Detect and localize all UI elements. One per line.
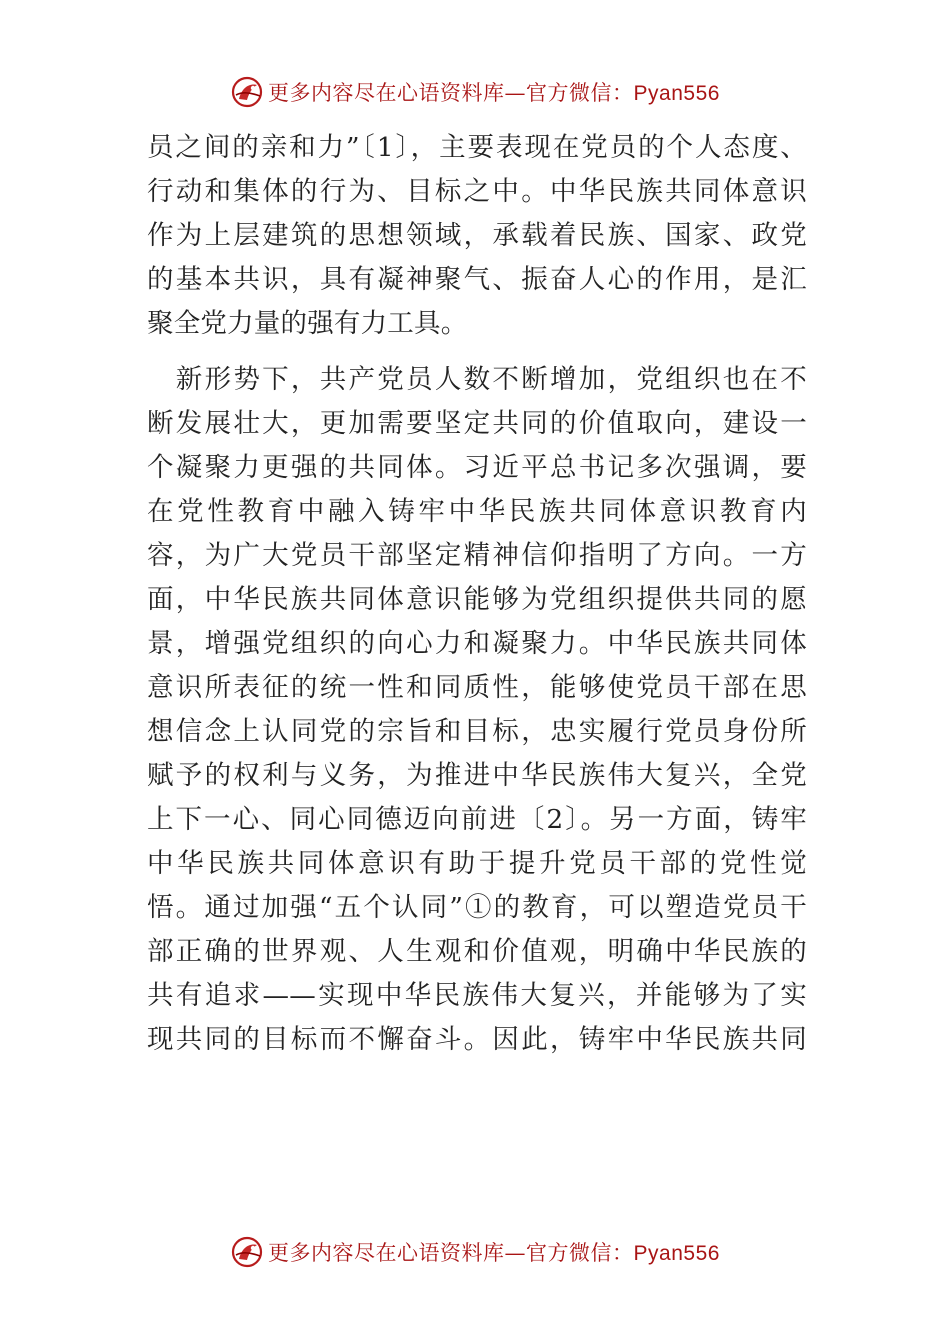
footer-wechat-id: Pyan556: [633, 1242, 720, 1265]
text-line: 赋予的权利与义务，为推进中华民族伟大复兴，全党: [147, 760, 807, 791]
footer-banner: [0, 1232, 950, 1272]
header-banner-text: 更多内容尽在心语资料库—官方微信：: [268, 81, 634, 105]
text-line: 个凝聚力更强的共同体。习近平总书记多次强调，要: [147, 452, 807, 483]
text-line: 容，为广大党员干部坚定精神信仰指明了方向。一方: [147, 540, 807, 571]
header-banner: [0, 72, 950, 112]
text-line: 共有追求——实现中华民族伟大复兴，并能够为了实: [147, 980, 807, 1011]
text-line: 断发展壮大，更加需要坚定共同的价值取向，建设一: [147, 408, 807, 439]
text-line: 现共同的目标而不懈奋斗。因此，铸牢中华民族共同: [147, 1024, 807, 1055]
text-line: 的基本共识，具有凝神聚气、振奋人心的作用，是汇: [147, 264, 807, 295]
text-line: 聚全党力量的强有力工具。: [147, 308, 468, 339]
text-line: 员之间的亲和力”〔1〕，主要表现在党员的个人态度、: [147, 132, 807, 163]
logo-icon: [230, 75, 264, 109]
logo-icon: [230, 1235, 264, 1269]
text-line: 面，中华民族共同体意识能够为党组织提供共同的愿: [147, 584, 807, 615]
paragraph-1: [147, 126, 807, 346]
text-line: 上下一心、同心同德迈向前进〔2〕。另一方面，铸牢: [147, 804, 807, 835]
text-line: 部正确的世界观、人生观和价值观，明确中华民族的: [147, 936, 807, 967]
footer-banner-text: 更多内容尽在心语资料库—官方微信：: [268, 1241, 634, 1265]
document-body: [147, 126, 807, 1062]
text-line: 意识所表征的统一性和同质性，能够使党员干部在思: [147, 672, 807, 703]
text-line: 行动和集体的行为、目标之中。中华民族共同体意识: [147, 176, 807, 207]
paragraph-2: [147, 358, 807, 1062]
text-line: 新形势下，共产党员人数不断增加，党组织也在不: [147, 364, 807, 395]
text-line: 想信念上认同党的宗旨和目标，忠实履行党员身份所: [147, 716, 807, 747]
text-line: 景，增强党组织的向心力和凝聚力。中华民族共同体: [147, 628, 807, 659]
text-line: 在党性教育中融入铸牢中华民族共同体意识教育内: [147, 496, 807, 527]
header-wechat-id: Pyan556: [633, 82, 720, 105]
text-line: 作为上层建筑的思想领域，承载着民族、国家、政党: [147, 220, 807, 251]
text-line: 悟。通过加强“五个认同”①的教育，可以塑造党员干: [147, 892, 807, 923]
paragraph-gap: [147, 346, 807, 358]
text-line: 中华民族共同体意识有助于提升党员干部的党性觉: [147, 848, 807, 879]
